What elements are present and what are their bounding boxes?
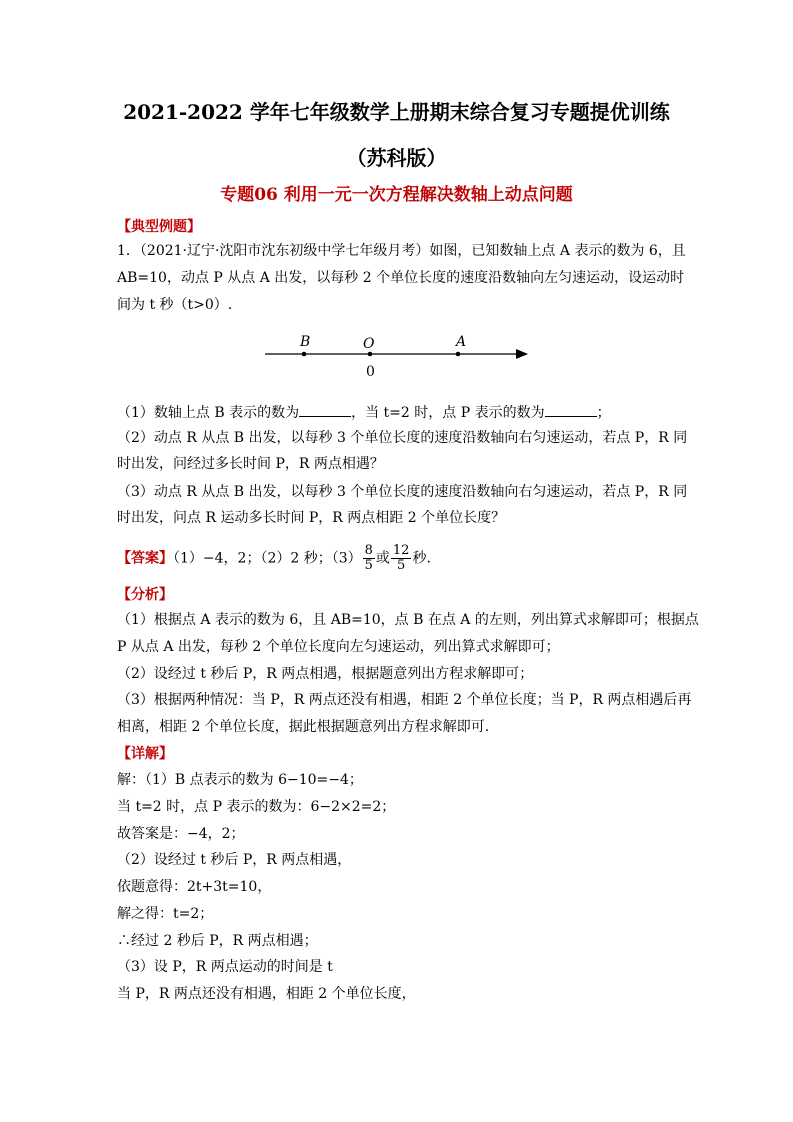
label-b: B [300, 334, 311, 350]
answer-blank-1 [299, 402, 351, 417]
section-example-label: 【典型例题】 [117, 219, 201, 235]
answer-end: 秒. [412, 550, 431, 567]
problem-line-1: 1．（2021·辽宁·沈阳市沈东初级中学七年级月考）如图，已知数轴上点 A 表示的数为 6，且 [117, 243, 686, 259]
fraction-12-5: $\frac{12}{5}$ [392, 543, 410, 573]
detail-line-9: 当 P，R 两点还没有相遇，相距 2 个单位长度， [117, 986, 416, 1002]
question-3-line-1: （3）动点 R 从点 B 出发，以每秒 3 个单位长度的速度沿数轴向右匀速运动，若点 P，R 同 [117, 484, 688, 500]
question-3-line-2: 时出发，问点 R 运动多长时间 P，R 两点相距 2 个单位长度？ [117, 510, 506, 526]
axis-arrow [516, 349, 528, 359]
detail-line-5: 依题意得：2t+3t=10， [117, 879, 272, 895]
analysis-line-1: （1）根据点 A 表示的数为 6，且 AB=10，点 B 在点 A 的左则，列出算式求解即可；根据点 [117, 612, 699, 628]
number-line-figure [260, 330, 540, 382]
question-1 [117, 402, 611, 423]
fraction-8-5: $\frac{8}{5}$ [364, 543, 373, 573]
problem-line-2: AB=10，动点 P 从点 A 出发，以每秒 2 个单位长度的速度沿数轴向左匀速运动，设运动时 [117, 270, 685, 286]
q1-part-c: ； [596, 405, 611, 421]
analysis-line-2: P 从点 A 出发，每秒 2 个单位长度向左匀速运动，列出算式求解即可； [117, 639, 560, 655]
label-a: A [456, 334, 467, 350]
question-2-line-1: （2）动点 R 从点 B 出发，以每秒 3 个单位长度的速度沿数轴向右匀速运动，若点 P，R 同 [117, 430, 688, 446]
detail-line-3: 故答案是：−4，2； [117, 826, 245, 842]
subtitle: 专题06 利用一元一次方程解决数轴上动点问题 [220, 185, 573, 205]
analysis-line-5: 相离，相距 2 个单位长度，据此根据题意列出方程求解即可. [117, 719, 490, 735]
problem-line-3: 间为 t 秒（t>0）. [117, 297, 233, 313]
detail-line-2: 当 t=2 时，点 P 表示的数为：6−2×2=2； [117, 799, 396, 815]
analysis-label: 【分析】 [117, 587, 173, 603]
q1-part-b: ，当 t=2 时，点 P 表示的数为 [351, 405, 545, 421]
question-2-line-2: 时出发，问经过多长时间 P，R 两点相遇？ [117, 456, 384, 472]
detail-line-4: （2）设经过 t 秒后 P，R 两点相遇， [117, 852, 352, 868]
detail-line-8: （3）设 P，R 两点运动的时间是 t [117, 959, 333, 975]
title-line-2: （苏科版） [346, 146, 447, 170]
detail-line-7: ∴经过 2 秒后 P，R 两点相遇； [117, 933, 318, 949]
point-o [368, 352, 373, 357]
detail-label: 【详解】 [117, 746, 173, 762]
detail-line-1: 解：（1）B 点表示的数为 6−10=−4； [117, 772, 363, 788]
analysis-line-4: （3）根据两种情况：当 P，R 两点还没有相遇，相距 2 个单位长度；当 P，R 两点相遇后再 [117, 692, 692, 708]
label-o: O [363, 336, 375, 352]
answer-blank-2 [545, 402, 597, 417]
label-zero: 0 [366, 364, 375, 380]
title-line-1: 2021-2022 学年七年级数学上册期末综合复习专题提优训练 [123, 100, 670, 124]
answer-line [117, 544, 431, 573]
analysis-line-3: （2）设经过 t 秒后 P，R 两点相遇，根据题意列出方程求解即可； [117, 666, 534, 682]
point-a [456, 352, 461, 357]
answer-or: 或 [375, 550, 390, 567]
answer-text: （1）−4，2；（2）2 秒；（3） [173, 550, 362, 567]
answer-label: 【答案】 [117, 550, 173, 567]
q1-part-a: （1）数轴上点 B 表示的数为 [117, 405, 300, 421]
point-b [302, 352, 307, 357]
detail-line-6: 解之得：t=2； [117, 906, 214, 922]
